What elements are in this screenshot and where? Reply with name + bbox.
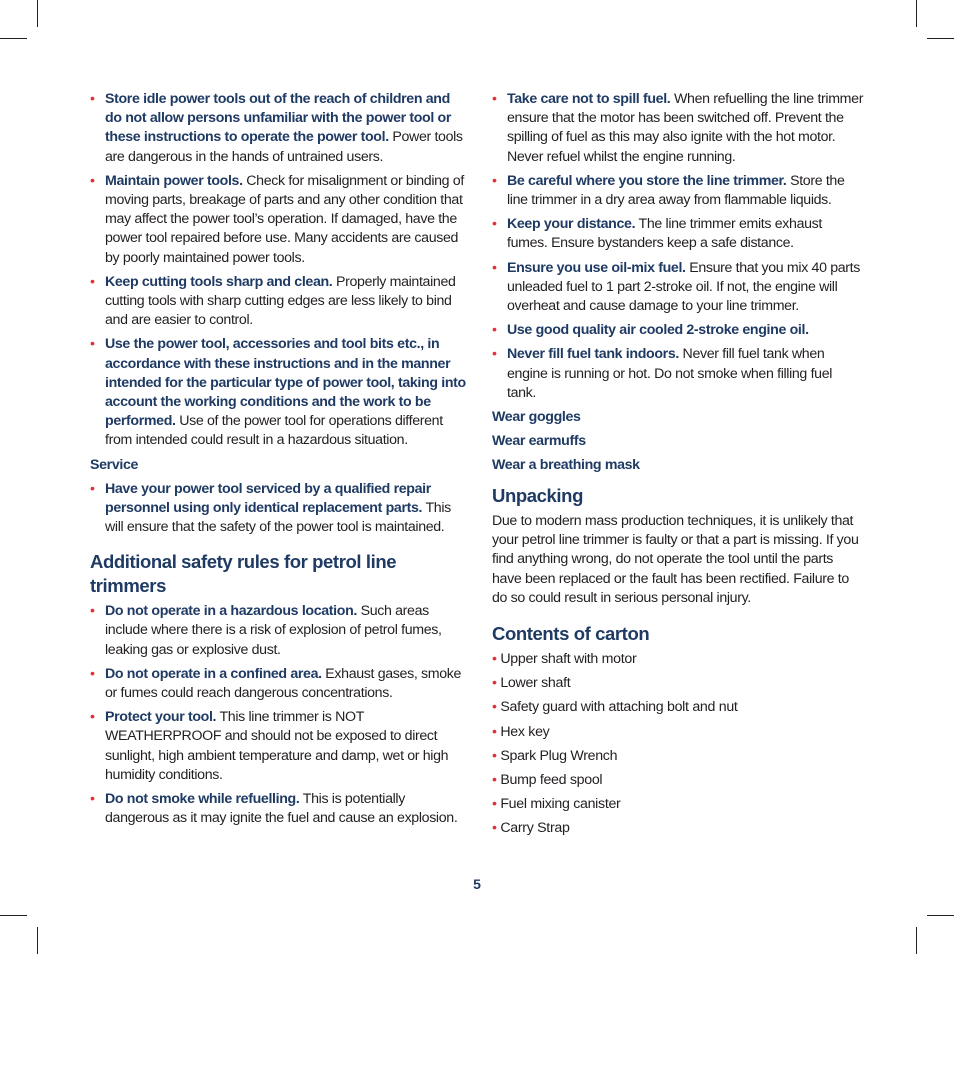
item-bold-text: Protect your tool. — [105, 709, 217, 726]
contents-item-text: Upper shaft with motor — [496, 651, 637, 668]
bullet: • — [492, 772, 497, 789]
crop-mark — [0, 38, 27, 39]
item-text: Properly maintained cutting tools with sharp cutting edges are less likely to bind and are easier to control. — [105, 273, 456, 329]
contents-item — [492, 747, 864, 766]
contents-item-text: Bump feed spool — [496, 772, 603, 789]
crop-mark — [916, 0, 917, 27]
contents-item-text: Spark Plug Wrench — [496, 747, 618, 764]
item-bold-text: Use good quality air cooled 2-stroke engine oil. — [507, 322, 809, 339]
item-bold-text: Have your power tool serviced by a qualified repair personnel using only identical replacement parts. — [105, 480, 431, 516]
bullet: • — [90, 91, 95, 107]
bullet: • — [90, 709, 95, 726]
bullet: • — [90, 603, 95, 620]
contents-item — [492, 795, 864, 814]
list-item — [90, 790, 466, 828]
list-item — [492, 90, 864, 167]
item-bold-text: Do not smoke while refuelling. — [105, 791, 300, 808]
list-item — [492, 172, 864, 210]
page-number: 5 — [473, 876, 481, 892]
bullet: • — [492, 322, 497, 339]
list-item — [90, 708, 466, 785]
bullet: • — [90, 665, 95, 682]
bullet: • — [492, 172, 497, 189]
item-text: Never fill fuel tank when engine is running or hot. Do not smoke when filling fuel tank. — [507, 346, 833, 401]
unpacking-text: Due to modern mass production techniques, it is unlikely that your petrol line trimmer is faulty or that a part is missing. If you find anything wrong, do not operate the tool until the parts have been replaced or the fault has been rectified. Failure to do so could result in serious personal injury. — [492, 513, 859, 606]
contents-item-text: Carry Strap — [496, 820, 570, 837]
contents-item — [492, 723, 864, 742]
list-item — [90, 480, 466, 538]
item-bold-text: Keep your distance. — [507, 216, 636, 233]
item-text: The line trimmer emits exhaust fumes. Ensure bystanders keep a safe distance. — [507, 216, 822, 252]
contents-item-text: Lower shaft — [496, 675, 571, 692]
contents-item-text: Fuel mixing canister — [496, 796, 621, 813]
left-column — [90, 90, 466, 834]
list-item — [90, 172, 466, 268]
safety-list — [90, 90, 466, 451]
bullet: • — [492, 796, 497, 813]
item-text: This is potentially dangerous as it may ignite the fuel and cause an explosion. — [105, 791, 458, 827]
item-bold-text: Maintain power tools. — [105, 172, 243, 189]
crop-mark — [927, 38, 954, 39]
bullet: • — [492, 91, 497, 107]
item-text: This line trimmer is NOT WEATHERPROOF and should not be exposed to direct sunlight, high ambient temperature and damp, wet or high humidity conditions. — [105, 709, 449, 783]
item-text: Use of the power tool for operations different from intended could result in a hazardous situation. — [105, 413, 443, 449]
petrol-safety-heading: Additional safety rules for petrol line trimmers — [90, 551, 397, 597]
item-text: Such areas include where there is a risk of explosion of petrol fumes, leaking gas or explosive dust. — [105, 603, 442, 658]
fuel-safety-list — [492, 90, 864, 403]
ppe-list — [492, 408, 864, 475]
contents-item — [492, 771, 864, 790]
item-bold-text: Keep cutting tools sharp and clean. — [105, 273, 333, 290]
unpacking-heading: Unpacking — [492, 485, 583, 507]
item-bold-text: Do not operate in a hazardous location. — [105, 603, 357, 620]
contents-heading: Contents of carton — [492, 623, 650, 645]
item-bold-text: Take care not to spill fuel. — [507, 91, 671, 107]
contents-item — [492, 698, 864, 717]
item-text: Ensure that you mix 40 parts unleaded fuel to 1 part 2-stroke oil. If not, the engine will overheat and cause damage to your line trimmer. — [507, 259, 861, 315]
bullet: • — [90, 172, 95, 189]
list-item — [492, 215, 864, 253]
contents-item-text: Safety guard with attaching bolt and nut — [496, 699, 738, 716]
bullet: • — [492, 699, 497, 716]
service-list — [90, 480, 466, 538]
ppe-item: Wear a breathing mask — [492, 457, 640, 474]
item-text: This will ensure that the safety of the power tool is maintained. — [105, 499, 451, 536]
item-bold-text: Do not operate in a confined area. — [105, 665, 322, 682]
list-item — [90, 602, 466, 660]
contents-item — [492, 650, 864, 669]
bullet: • — [492, 723, 497, 740]
crop-mark — [0, 915, 27, 916]
item-bold-text: Store idle power tools out of the reach of children and do not allow persons unfamiliar with the power tool or these instructions to operate the power tool. — [105, 91, 452, 146]
petrol-safety-list — [90, 602, 466, 828]
crop-mark — [916, 927, 917, 954]
service-heading: Service — [90, 456, 139, 473]
list-item — [492, 321, 864, 340]
item-text: Exhaust gases, smoke or fumes could reach dangerous concentrations. — [105, 665, 462, 702]
list-item — [492, 345, 864, 403]
item-text: Store the line trimmer in a dry area away from flammable liquids. — [507, 172, 845, 209]
ppe-item: Wear goggles — [492, 409, 581, 426]
item-text: When refuelling the line trimmer ensure that the motor has been switched off. Prevent the spilling of fuel as this may also ignite with the hot motor. Never refuel whilst the engine running. — [507, 91, 864, 165]
ppe-item: Wear earmuffs — [492, 433, 586, 450]
bullet: • — [90, 791, 95, 808]
bullet: • — [492, 651, 497, 668]
item-bold-text: Never fill fuel tank indoors. — [507, 346, 679, 363]
crop-mark — [37, 927, 38, 954]
bullet: • — [492, 675, 497, 692]
list-item — [90, 90, 466, 167]
list-item — [90, 335, 466, 450]
list-item — [90, 665, 466, 703]
bullet: • — [492, 820, 497, 837]
contents-item-text: Hex key — [496, 723, 550, 740]
right-column — [492, 90, 864, 844]
bullet: • — [492, 747, 497, 764]
contents-item — [492, 819, 864, 838]
list-item — [492, 259, 864, 317]
contents-list — [492, 650, 864, 839]
bullet: • — [492, 259, 497, 276]
crop-mark — [927, 915, 954, 916]
bullet: • — [90, 273, 95, 290]
item-text: Check for misalignment or binding of moving parts, breakage of parts and any other condition that may affect the power tool’s operation. If damaged, have the power tool repaired before use. Many accidents are caused by poorly maintained power tools. — [105, 172, 464, 266]
item-bold-text: Use the power tool, accessories and tool bits etc., in accordance with these instructions and in the manner intended for the particular type of power tool, taking into account the working conditions and the work to be performed. — [105, 336, 466, 430]
bullet: • — [492, 216, 497, 233]
item-text: Power tools are dangerous in the hands of untrained users. — [105, 129, 463, 165]
bullet: • — [492, 346, 497, 363]
crop-mark — [37, 0, 38, 27]
list-item — [90, 273, 466, 331]
item-bold-text: Be careful where you store the line trimmer. — [507, 172, 787, 189]
bullet: • — [90, 336, 95, 353]
bullet: • — [90, 480, 95, 497]
item-bold-text: Ensure you use oil-mix fuel. — [507, 259, 686, 276]
contents-item — [492, 674, 864, 693]
